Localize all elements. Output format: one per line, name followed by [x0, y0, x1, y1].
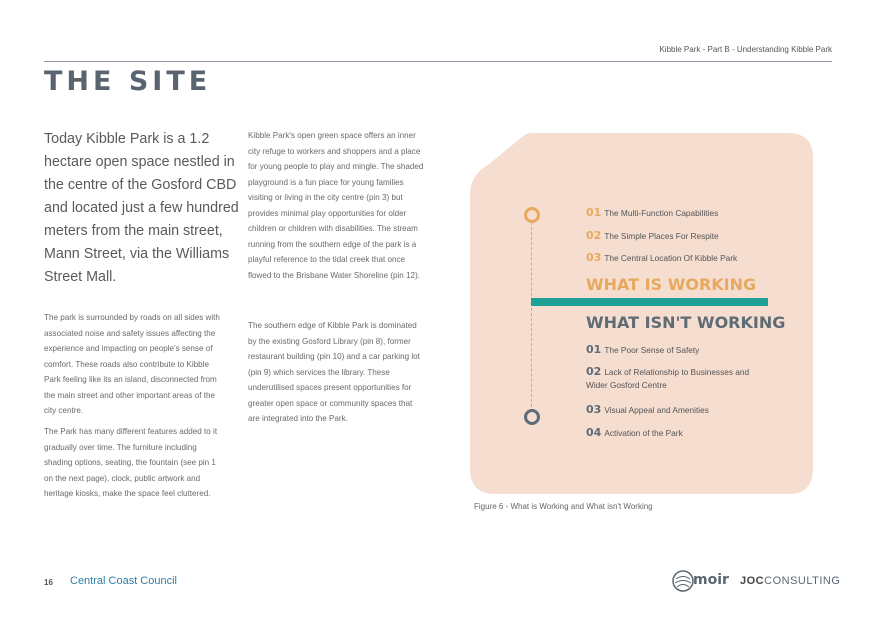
- figure-caption: Figure 6 - What is Working and What isn't Working: [474, 502, 653, 511]
- not-working-heading: WHAT ISN'T WORKING: [586, 313, 786, 332]
- item-label: The Central Location Of Kibble Park: [604, 253, 738, 263]
- council-name: Central Coast Council: [70, 575, 177, 587]
- working-item: [586, 251, 737, 264]
- item-label: Visual Appeal and Amenities: [604, 405, 709, 415]
- body-paragraph: The southern edge of Kibble Park is dominated by the existing Gosford Library (pin 8), former restaurant building (pin 10) and a car parking lot (pin 9) which services the library. These underutilised spaces present opportunities for greater open space or community spaces that are integrated into the Park.: [248, 321, 420, 423]
- moir-logo-icon: [672, 570, 694, 592]
- working-heading: WHAT IS WORKING: [586, 275, 757, 294]
- working-item: [586, 229, 719, 242]
- intro-text: Today Kibble Park is a 1.2 hectare open space nestled in the centre of the Gosford CBD and located just a few hundred meters from the main street, Mann Street, via the Williams Street Mall.: [44, 131, 239, 285]
- not-working-item: [586, 403, 709, 416]
- body-paragraph: The Park has many different features added to it gradually over time. The furniture including shading options, seating, the fountain (see pin 1 on the next page), clock, public artwork and heritage kiosks, make the space feel cluttered.: [44, 427, 218, 498]
- running-header: Kibble Park - Part B - Understanding Kibble Park: [659, 45, 832, 54]
- page-title: THE SITE: [44, 66, 212, 97]
- item-number: 03: [586, 251, 602, 264]
- item-number: 04: [586, 426, 602, 439]
- divider-bar: [531, 298, 768, 306]
- item-number: 02: [586, 229, 602, 242]
- working-item: [586, 206, 718, 219]
- item-label: Activation of the Park: [604, 428, 683, 438]
- item-number: 02: [586, 365, 602, 378]
- not-working-item: [586, 343, 699, 356]
- not-working-item: [586, 426, 683, 439]
- item-label: The Multi-Function Capabilities: [604, 208, 719, 218]
- moir-logo: moir: [693, 572, 729, 588]
- item-label: The Poor Sense of Safety: [604, 345, 700, 355]
- body-paragraph: Kibble Park's open green space offers an inner city refuge to workers and shoppers and a place for young people to play and mingle. The shaded playground is a fun place for young families visiting or living in the city centre (pin 3) but provides minimal play opportunities for older children or children with disabilities. The stream running from the southern edge of the park is a playful reference to the tidal creek that once flowed to the Brisbane Water Shoreline (pin 12).: [248, 131, 424, 280]
- header-divider: [44, 61, 832, 62]
- timeline-end-dot: [524, 409, 540, 425]
- joc-consulting-logo: JOCCONSULTING: [740, 575, 841, 587]
- item-number: 01: [586, 206, 602, 219]
- not-working-item: [586, 365, 756, 392]
- item-number: 03: [586, 403, 602, 416]
- item-label: The Simple Places For Respite: [604, 231, 719, 241]
- item-label: Lack of Relationship to Businesses and Wider Gosford Centre: [586, 367, 750, 390]
- body-paragraph: The park is surrounded by roads on all sides with associated noise and safety issues affecting the experience and impacting on people's sense of comfort. These roads also contribute to Kibble Park feeling like its an island, disconnected from the main street and other important areas of the city centre.: [44, 313, 220, 415]
- item-number: 01: [586, 343, 602, 356]
- timeline-line: [531, 222, 532, 412]
- page-number: 16: [44, 578, 53, 587]
- timeline-start-dot: [524, 207, 540, 223]
